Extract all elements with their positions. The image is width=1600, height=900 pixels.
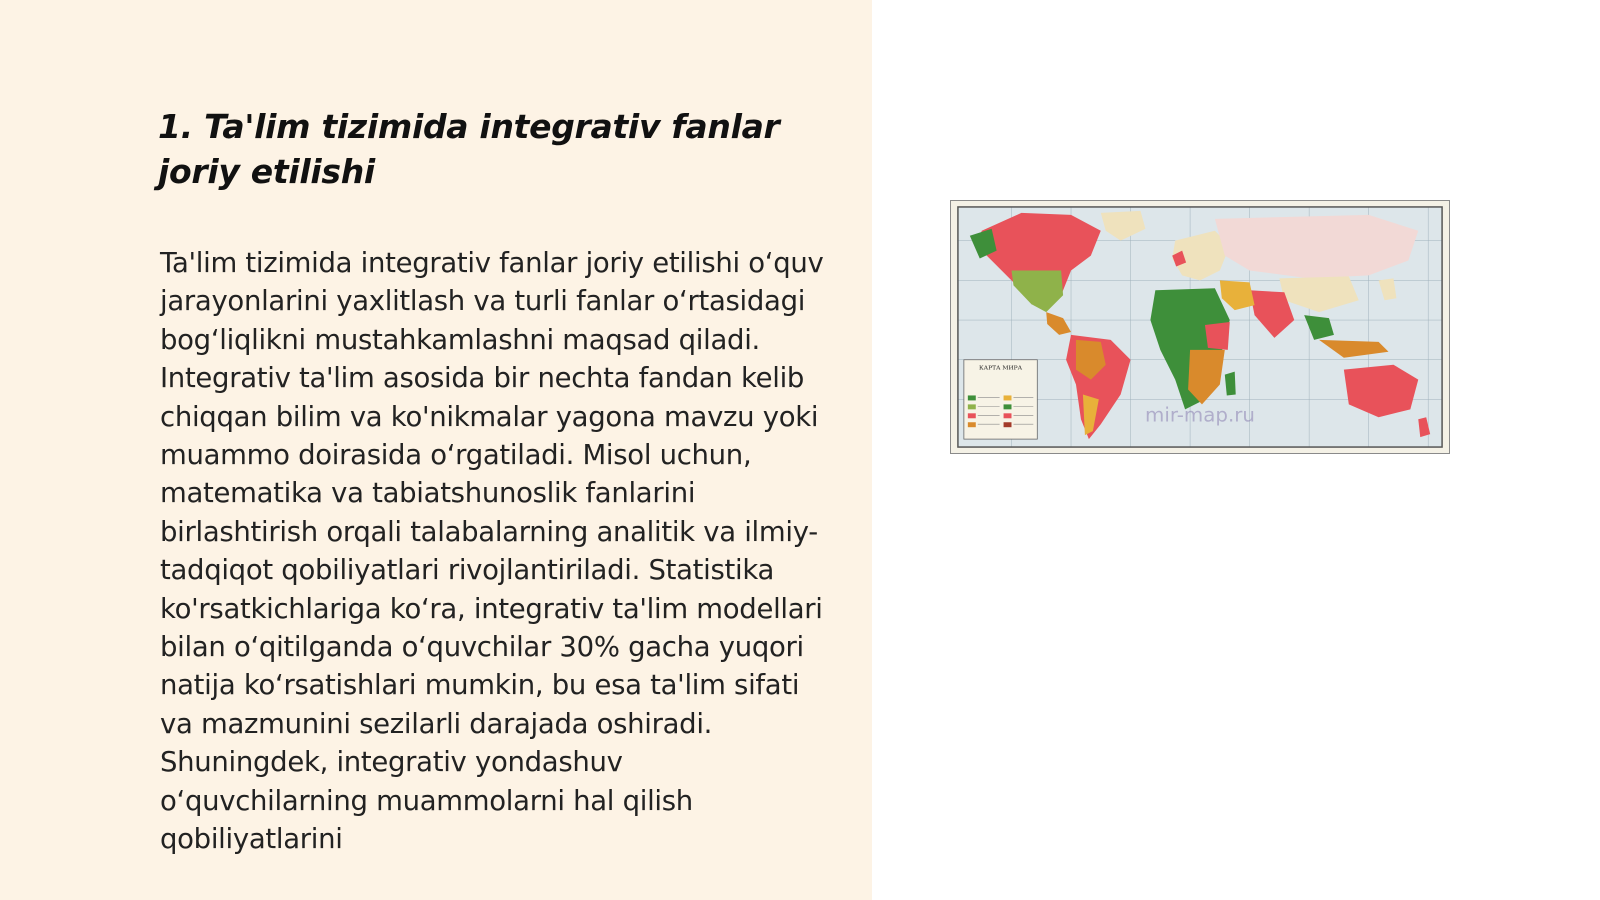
map-watermark: mir-map.ru [1145,403,1255,427]
slide-body-text: Ta'lim tizimida integrativ fanlar joriy etilishi o‘quv jarayonlarini yaxlitlash va turli fanlar o‘rtasidagi bog‘liqlikni mustahkamlashni maqsad qiladi. Integrativ ta'lim asosida bir nechta fandan kelib chiqqan bilim va ko'nikmalar yagona mavzu yoki muammo doirasida o‘rgatiladi. Misol uchun, matematika va tabiatshunoslik fanlarini birlashtirish orqali talabalarning analitik va ilmiy-tadqiqot qobiliyatlari rivojlantiriladi. Statistika ko'rsatkichlariga ko‘ra, integrativ ta'lim modellari bilan o‘qitilganda o‘quvchilar 30% gacha yuqori natija ko‘rsatishlari mumkin, bu esa ta'lim sifati va mazmunini sezilarli darajada oshiradi. Shuningdek, integrativ yondashuv o‘quvchilarning muammolarni hal qilish qobiliyatlarini [160,247,824,856]
world-map-image [950,200,1450,454]
map-africa-british [1205,322,1230,350]
slide-title: 1. Ta'lim tizimida integrativ fanlar joriy etilishi [158,107,780,191]
map-legend-title: КАРТА МИРА [978,364,1023,372]
world-map-svg [951,201,1449,453]
